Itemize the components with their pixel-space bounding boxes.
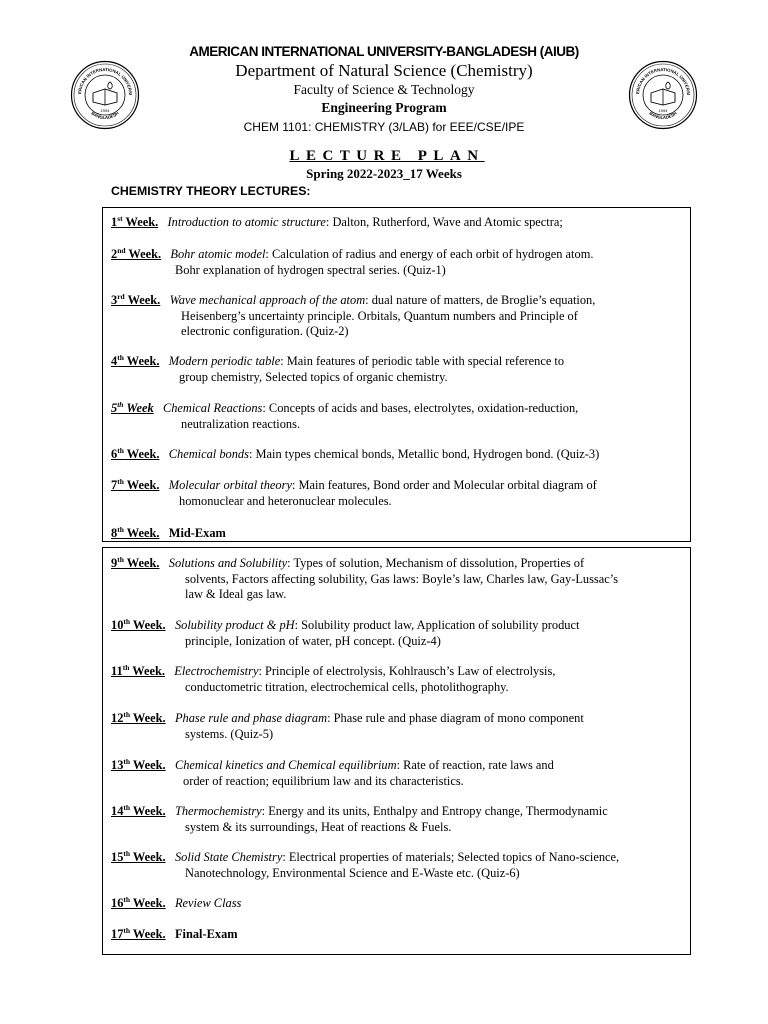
university-name: AMERICAN INTERNATIONAL UNIVERSITY-BANGLADESH (AIUB) — [189, 44, 579, 59]
week-description: : Calculation of radius and energy of each orbit of hydrogen atom. — [265, 247, 594, 261]
week-entry — [111, 850, 696, 881]
week-ordinal: th — [117, 445, 124, 455]
week-continuation: conductometric titration, electrochemical cells, photolithography. — [185, 679, 509, 694]
week-ordinal: th — [117, 352, 124, 362]
week-suffix: Week. — [123, 447, 160, 461]
week-suffix: Week. — [125, 247, 162, 261]
week-entry — [111, 804, 696, 835]
week-entry — [111, 354, 696, 385]
week-first-line — [111, 758, 696, 774]
week-number: 14 — [111, 804, 124, 818]
week-first-line — [111, 896, 696, 912]
week-ordinal: th — [117, 524, 124, 534]
week-suffix: Week. — [123, 526, 160, 540]
week-number: 7 — [111, 478, 118, 492]
weeks-9-17-box — [102, 547, 691, 955]
week-suffix: Week. — [130, 804, 166, 818]
week-label — [111, 556, 159, 570]
week-label — [111, 804, 166, 818]
week-continuation: homonuclear and heteronuclear molecules. — [179, 493, 392, 508]
week-number: 1 — [111, 215, 118, 229]
week-number: 8 — [111, 526, 118, 540]
university-seal-right — [628, 60, 698, 130]
week-label — [111, 896, 166, 910]
week-number: 15 — [111, 850, 124, 864]
week-entry — [111, 447, 696, 463]
week-topic: Chemical kinetics and Chemical equilibrium — [174, 758, 397, 772]
week-continuation: solvents, Factors affecting solubility, Gas laws: Boyle’s law, Charles law, Gay-Lussac’s — [185, 571, 619, 586]
svg-text:AMERICAN INTERNATIONAL UNIVERS: ERICAN INTERNATIONAL UNIVERSI — [76, 66, 134, 96]
week-label — [111, 215, 158, 229]
week-continuation: Nanotechnology, Environmental Science and E-Waste etc. (Quiz-6) — [185, 865, 520, 880]
week-label — [111, 526, 159, 540]
week-description: : Energy and its units, Enthalpy and Entropy change, Thermodynamic — [261, 804, 608, 818]
week-description: : dual nature of matters, de Broglie’s equation, — [365, 293, 596, 307]
week-topic: Bohr atomic model — [170, 247, 266, 261]
week-continuation: law & Ideal gas law. — [185, 587, 287, 601]
week-first-line — [111, 401, 696, 417]
faculty-name: Faculty of Science & Technology — [293, 82, 475, 97]
week-entry — [111, 927, 696, 943]
week-entry — [111, 215, 696, 231]
week-label — [111, 293, 160, 307]
svg-text:AMERICAN INTERNATIONAL UNIVERS: ERICAN INTERNATIONAL UNIVERSI — [634, 66, 692, 96]
week-suffix: Week. — [130, 618, 166, 632]
week-first-line — [111, 556, 696, 572]
week-entry — [111, 247, 696, 278]
week-number: 11 — [111, 664, 123, 678]
week-entry — [111, 478, 696, 509]
week-description: : Solubility product law, Application of solubility product — [294, 618, 580, 632]
week-suffix: Week. — [124, 293, 161, 307]
week-topic: Solid State Chemistry — [174, 850, 283, 864]
week-entry — [111, 664, 696, 695]
week-label — [111, 711, 166, 725]
week-number: 10 — [111, 618, 124, 632]
week-ordinal: nd — [117, 245, 126, 255]
week-first-line — [111, 526, 696, 542]
week-label — [111, 664, 165, 678]
week-topic: Chemical bonds — [168, 447, 249, 461]
week-suffix: Week. — [123, 354, 160, 368]
week-description: : Principle of electrolysis, Kohlrausch’s Law of electrolysis, — [258, 664, 556, 678]
week-ordinal: th — [123, 925, 131, 935]
week-number: 16 — [111, 896, 124, 910]
week-number: 6 — [111, 447, 118, 461]
week-topic: Molecular orbital theory — [168, 478, 292, 492]
week-number: 5 — [111, 401, 118, 415]
week-suffix: Week. — [130, 896, 166, 910]
week-description: : Rate of reaction, rate laws and — [396, 758, 554, 772]
week-first-line — [111, 215, 696, 231]
term-label: Spring 2022-2023_17 Weeks — [306, 166, 462, 181]
week-first-line — [111, 354, 696, 370]
week-first-line — [111, 247, 696, 263]
week-suffix: Week. — [130, 758, 166, 772]
week-ordinal: th — [123, 894, 131, 904]
week-label — [111, 447, 159, 461]
week-suffix: Week. — [123, 478, 160, 492]
week-ordinal: th — [123, 616, 131, 626]
week-label — [111, 927, 166, 941]
week-first-line — [111, 618, 696, 634]
week-description: : Phase rule and phase diagram of mono component — [327, 711, 584, 725]
week-continuation: Bohr explanation of hydrogen spectral series. (Quiz-1) — [175, 262, 446, 277]
week-topic: Review Class — [174, 896, 242, 910]
week-label — [111, 354, 159, 368]
week-suffix: Week. — [130, 927, 166, 941]
week-ordinal: th — [117, 476, 124, 486]
week-topic: Phase rule and phase diagram — [174, 711, 328, 725]
department-name: Department of Natural Science (Chemistry) — [235, 61, 533, 80]
week-topic: Modern periodic table — [168, 354, 281, 368]
course-title: CHEM 1101: CHEMISTRY (3/LAB) for EEE/CSE/IPE — [243, 120, 525, 134]
week-number: 9 — [111, 556, 118, 570]
week-continuation: neutralization reactions. — [181, 416, 301, 431]
week-ordinal: th — [117, 399, 124, 409]
week-suffix: Week. — [129, 664, 165, 678]
week-entry — [111, 526, 696, 542]
week-description: : Main features of periodic table with special reference to — [280, 354, 565, 368]
week-ordinal: th — [123, 756, 131, 766]
week-topic: Electrochemistry — [174, 664, 259, 678]
section-heading: CHEMISTRY THEORY LECTURES: — [111, 184, 311, 198]
week-number: 4 — [111, 354, 118, 368]
week-topic: Wave mechanical approach of the atom — [169, 293, 366, 307]
week-topic: Solubility product & pH — [174, 618, 295, 632]
week-continuation: electronic configuration. (Quiz-2) — [181, 324, 349, 338]
week-ordinal: th — [123, 848, 131, 858]
week-first-line — [111, 804, 696, 820]
week-event: Final-Exam — [174, 927, 238, 941]
week-topic: Introduction to atomic structure — [167, 215, 326, 229]
week-ordinal: rd — [117, 291, 125, 301]
week-entry — [111, 401, 696, 432]
week-continuation: principle, Ionization of water, pH concept. (Quiz-4) — [185, 633, 441, 648]
week-ordinal: st — [117, 213, 123, 223]
week-entry — [111, 758, 696, 789]
week-description: : Types of solution, Mechanism of dissolution, Properties of — [287, 556, 585, 570]
week-label — [111, 247, 161, 261]
svg-text:1994: 1994 — [658, 108, 668, 113]
svg-text:1994: 1994 — [100, 108, 110, 113]
week-number: 3 — [111, 293, 118, 307]
week-description: : Main features, Bond order and Molecular orbital diagram of — [291, 478, 597, 492]
week-suffix: Week. — [123, 556, 160, 570]
week-event: Mid-Exam — [168, 526, 226, 540]
week-label — [111, 850, 166, 864]
week-number: 12 — [111, 711, 124, 725]
week-label — [111, 618, 166, 632]
week-number: 17 — [111, 927, 124, 941]
week-first-line — [111, 664, 696, 680]
week-label — [111, 401, 154, 415]
week-entry — [111, 896, 696, 912]
week-topic: Chemical Reactions — [162, 401, 263, 415]
week-label — [111, 478, 159, 492]
week-suffix: Week. — [122, 215, 159, 229]
week-first-line — [111, 850, 696, 866]
week-number: 2 — [111, 247, 118, 261]
week-description: : Concepts of acids and bases, electrolytes, oxidation-reduction, — [262, 401, 579, 415]
university-seal-left — [70, 60, 140, 130]
week-ordinal: th — [123, 802, 131, 812]
week-entry — [111, 711, 696, 742]
week-suffix: Week — [123, 401, 154, 415]
week-description: : Main types chemical bonds, Metallic bond, Hydrogen bond. (Quiz-3) — [248, 447, 600, 461]
week-topic: Thermochemistry — [174, 804, 262, 818]
week-first-line — [111, 293, 696, 309]
week-continuation: group chemistry, Selected topics of organic chemistry. — [179, 369, 448, 384]
svg-text:BANGLADESH: BANGLADESH — [90, 110, 120, 121]
week-entry — [111, 556, 696, 603]
lecture-plan-title: LECTURE PLAN — [289, 148, 485, 164]
week-continuation: Heisenberg’s uncertainty principle. Orbitals, Quantum numbers and Principle of — [181, 308, 578, 323]
week-suffix: Week. — [130, 711, 166, 725]
week-entry — [111, 618, 696, 649]
week-label — [111, 758, 166, 772]
week-first-line — [111, 927, 696, 943]
week-ordinal: th — [122, 662, 130, 672]
week-description: : Dalton, Rutherford, Wave and Atomic spectra; — [325, 215, 563, 229]
week-topic: Solutions and Solubility — [168, 556, 288, 570]
week-ordinal: th — [123, 709, 131, 719]
week-first-line — [111, 478, 696, 494]
program-name: Engineering Program — [321, 100, 447, 115]
week-continuation: systems. (Quiz-5) — [185, 726, 274, 741]
week-first-line — [111, 711, 696, 727]
week-description: : Electrical properties of materials; Selected topics of Nano-science, — [282, 850, 620, 864]
week-number: 13 — [111, 758, 124, 772]
week-first-line — [111, 447, 696, 463]
week-ordinal: th — [117, 554, 124, 564]
week-continuation: system & its surroundings, Heat of reactions & Fuels. — [185, 819, 452, 834]
svg-text:BANGLADESH: BANGLADESH — [648, 110, 678, 121]
week-continuation: order of reaction; equilibrium law and its characteristics. — [183, 773, 464, 788]
week-entry — [111, 293, 696, 340]
week-suffix: Week. — [130, 850, 166, 864]
